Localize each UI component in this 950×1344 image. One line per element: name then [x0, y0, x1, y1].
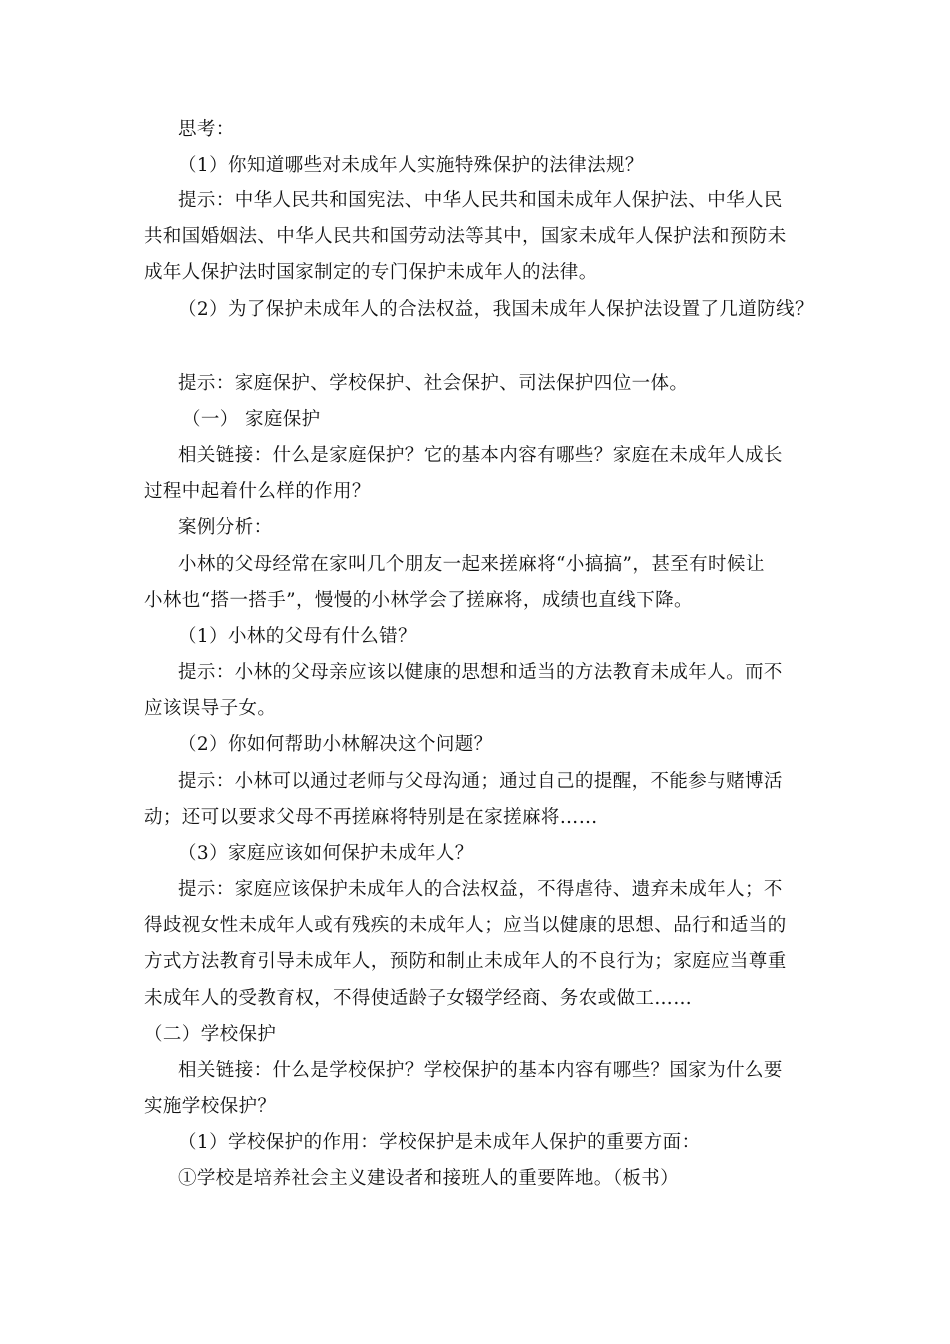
- hint-line: 提示：家庭保护、学校保护、社会保护、司法保护四位一体。: [178, 373, 689, 394]
- hint-line: 提示：小林的父母亲应该以健康的思想和适当的方法教育未成年人。而不: [178, 662, 783, 683]
- hint-line: 方式方法教育引导未成年人，预防和制止未成年人的不良行为；家庭应当尊重: [144, 951, 787, 972]
- hint-line: 提示：小林可以通过老师与父母沟通；通过自己的提醒，不能参与赌博活: [178, 771, 783, 792]
- hint-line: 提示：家庭应该保护未成年人的合法权益，不得虐待、遗弃未成年人；不: [178, 879, 783, 900]
- case-text: 小林也“搭一搭手”，慢慢的小林学会了搓麻将，成绩也直线下降。: [144, 590, 693, 611]
- hint-line: 提示：中华人民共和国宪法、中华人民共和国未成年人保护法、中华人民: [178, 190, 783, 211]
- related-link: 过程中起着什么样的作用？: [144, 481, 371, 502]
- hint-line: 成年人保护法时国家制定的专门保护未成年人的法律。: [144, 262, 598, 283]
- related-link: 相关链接：什么是家庭保护？它的基本内容有哪些？家庭在未成年人成长: [178, 445, 783, 466]
- related-link: 实施学校保护？: [144, 1096, 277, 1117]
- related-link: 相关链接：什么是学校保护？学校保护的基本内容有哪些？国家为什么要: [178, 1060, 783, 1081]
- school-role-heading: （1）学校保护的作用：学校保护是未成年人保护的重要方面：: [178, 1132, 701, 1153]
- hint-line: 得歧视女性未成年人或有残疾的未成年人；应当以健康的思想、品行和适当的: [144, 915, 787, 936]
- school-role-point: ①学校是培养社会主义建设者和接班人的重要阵地。（板书）: [178, 1168, 680, 1189]
- hint-line: 未成年人的受教育权，不得使适龄子女辍学经商、务农或做工……: [144, 988, 693, 1009]
- hint-line: 动；还可以要求父母不再搓麻将特别是在家搓麻将……: [144, 807, 598, 828]
- section-heading-family: （一） 家庭保护: [182, 409, 321, 430]
- hint-line: 应该误导子女。: [144, 698, 277, 719]
- case-question-2: （2）你如何帮助小林解决这个问题？: [178, 734, 493, 755]
- case-text: 小林的父母经常在家叫几个朋友一起来搓麻将“小搞搞”，甚至有时候让: [178, 554, 765, 575]
- section-heading-school: （二）学校保护: [144, 1024, 277, 1045]
- case-analysis-heading: 案例分析：: [178, 517, 273, 538]
- hint-line: 共和国婚姻法、中华人民共和国劳动法等其中，国家未成年人保护法和预防未: [144, 226, 787, 247]
- case-question-3: （3）家庭应该如何保护未成年人？: [178, 843, 474, 864]
- thinking-heading: 思考：: [178, 119, 235, 140]
- question-1: （1）你知道哪些对未成年人实施特殊保护的法律法规？: [178, 155, 644, 176]
- case-question-1: （1）小林的父母有什么错？: [178, 626, 417, 647]
- question-2: （2）为了保护未成年人的合法权益，我国未成年人保护法设置了几道防线？: [178, 299, 814, 320]
